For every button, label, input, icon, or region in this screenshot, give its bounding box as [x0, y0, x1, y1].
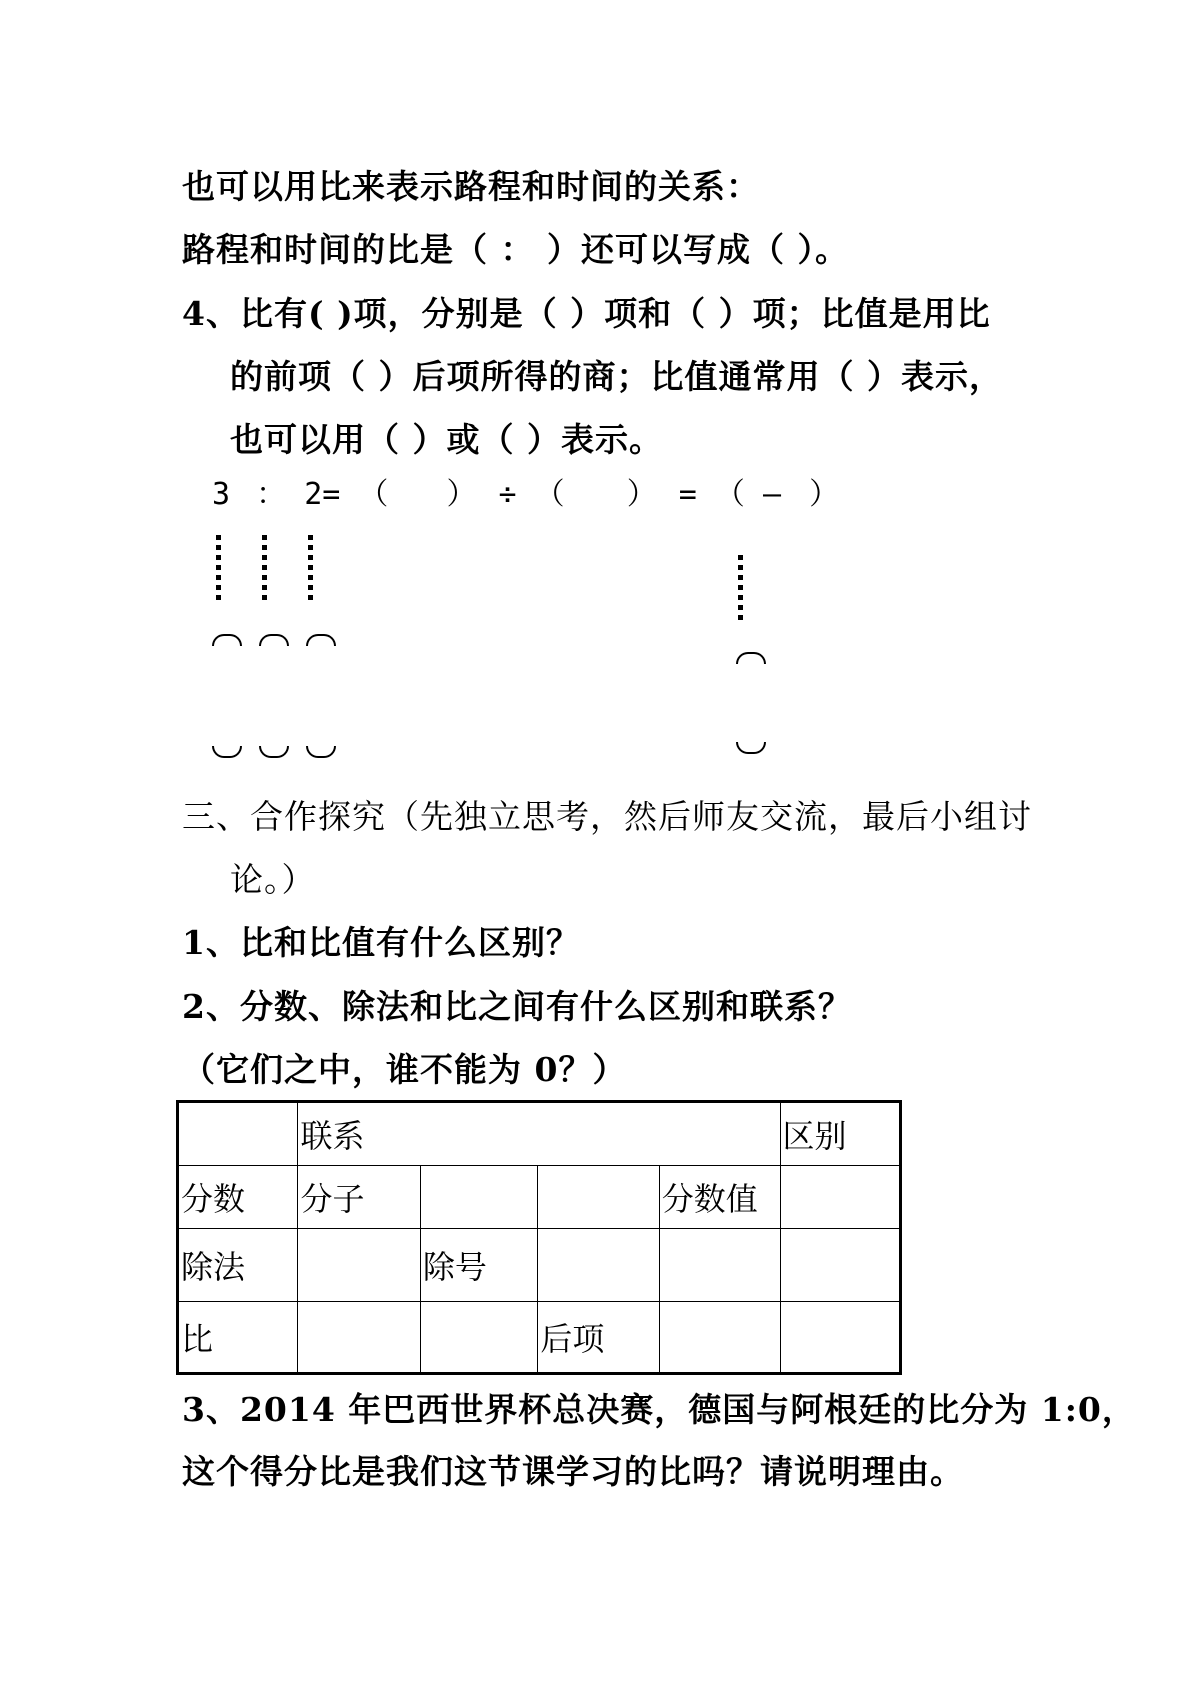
- bracket-arc-close-2: [259, 746, 289, 758]
- question-4-line-2: 的前项（ ）后项所得的商；比值通常用（ ）表示，: [230, 357, 1003, 396]
- table-cell: [659, 1229, 780, 1302]
- table-cell: 后项: [538, 1302, 659, 1374]
- question-3-line-2: 这个得分比是我们这节课学习的比吗？请说明理由。: [182, 1452, 964, 1491]
- table-cell-blank: [178, 1102, 298, 1166]
- table-header-lianxi: 联系: [298, 1102, 780, 1166]
- question-3-line-1: 3、2014 年巴西世界杯总决赛，德国与阿根廷的比分为 1:0，: [182, 1390, 1136, 1429]
- bracket-arc-open-4: [736, 652, 766, 664]
- bracket-arc-close-3: [306, 746, 336, 758]
- table-cell: [780, 1302, 901, 1374]
- equation-paren-open-1: （: [358, 477, 389, 512]
- dotted-connector-1: [216, 535, 221, 603]
- table-cell: [420, 1166, 537, 1229]
- table-cell: [538, 1229, 659, 1302]
- equation-fraction-bar: —: [762, 477, 781, 512]
- table-cell: [780, 1229, 901, 1302]
- equation-paren-open-3: （: [714, 477, 745, 512]
- comparison-table: [176, 1100, 902, 1375]
- table-row-label: 分数: [178, 1166, 298, 1229]
- question-4-line-3: 也可以用（ ）或（ ）表示。: [230, 420, 663, 459]
- table-row: [178, 1302, 901, 1374]
- question-2-note: （它们之中，谁不能为 0？）: [182, 1050, 627, 1089]
- equation-colon: ：: [256, 477, 287, 512]
- equation-paren-close-2: ）: [626, 477, 657, 512]
- dotted-connector-3: [308, 535, 313, 603]
- table-cell: 分数值: [659, 1166, 780, 1229]
- table-row: [178, 1102, 901, 1166]
- dotted-connector-2: [262, 535, 267, 603]
- table-cell: [780, 1166, 901, 1229]
- question-1: 1、比和比值有什么区别？: [182, 923, 580, 962]
- intro-line: 也可以用比来表示路程和时间的关系：: [182, 167, 760, 206]
- question-2: 2、分数、除法和比之间有什么区别和联系？: [182, 987, 852, 1026]
- table-cell: [298, 1229, 420, 1302]
- bracket-arc-close-4: [736, 742, 766, 754]
- table-cell: 分子: [298, 1166, 420, 1229]
- equation-paren-close-3: ）: [809, 477, 840, 512]
- table-cell: [420, 1302, 537, 1374]
- ratio-blank-line: 路程和时间的比是（ ： ）还可以写成（ ）。: [182, 230, 849, 269]
- table-cell: [538, 1166, 659, 1229]
- table-row: [178, 1166, 901, 1229]
- question-4-line-1: 4、比有( )项，分别是（ ）项和（ ）项；比值是用比: [182, 294, 991, 333]
- bracket-arc-open-3: [306, 634, 336, 646]
- bracket-arc-close-1: [212, 746, 242, 758]
- bracket-arc-open-2: [259, 634, 289, 646]
- table-cell: [298, 1302, 420, 1374]
- equation-divide-sign: ÷: [498, 477, 517, 512]
- section-heading-cooperative-inquiry: 三、合作探究（先独立思考，然后师友交流，最后小组讨: [182, 797, 1032, 836]
- table-header-qubie: 区别: [780, 1102, 901, 1166]
- bracket-arc-open-1: [212, 634, 242, 646]
- dotted-connector-4: [738, 555, 743, 623]
- equation-paren-open-2: （: [534, 477, 565, 512]
- table-row: [178, 1229, 901, 1302]
- equation-number-3: 3: [212, 477, 231, 512]
- equation-paren-close-1: ）: [446, 477, 477, 512]
- table-row-label: 比: [178, 1302, 298, 1374]
- equation-equals-sign: =: [678, 477, 697, 512]
- table-row-label: 除法: [178, 1229, 298, 1302]
- equation-number-2: 2=: [304, 477, 341, 512]
- ratio-equation: [212, 475, 839, 515]
- table-cell: [659, 1302, 780, 1374]
- table-cell: 除号: [420, 1229, 537, 1302]
- section-heading-continuation: 论。）: [230, 860, 316, 899]
